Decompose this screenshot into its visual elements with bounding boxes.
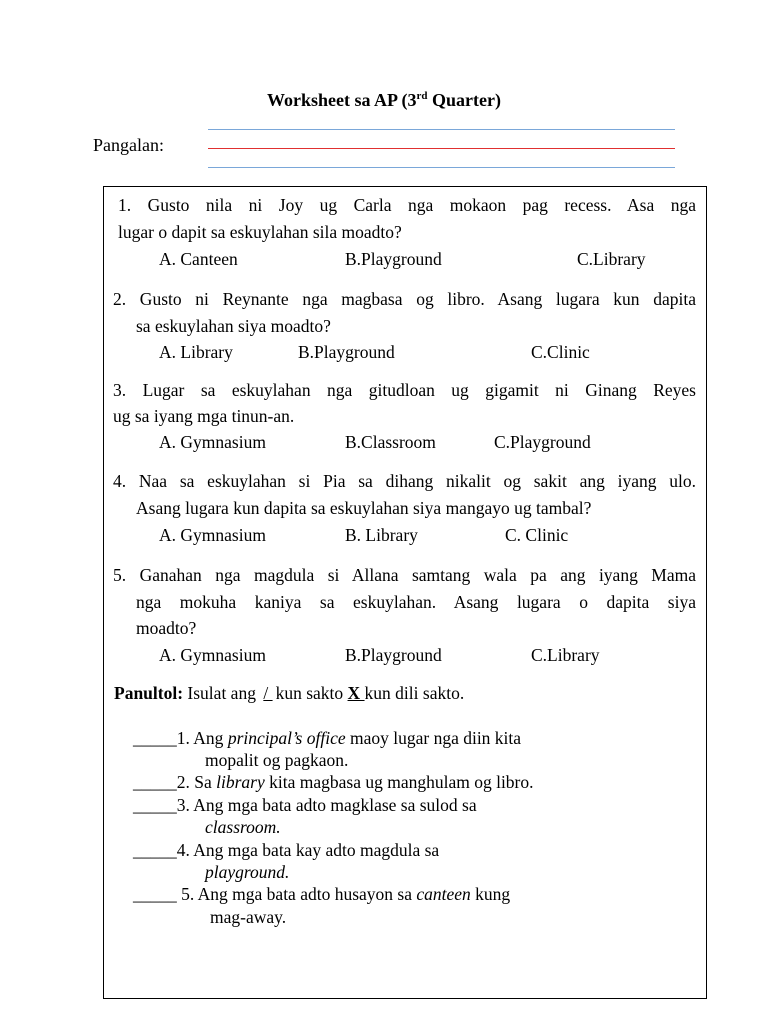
instructions: Panultol: Isulat ang / kun sakto X kun dili sakto. [114, 683, 465, 703]
question-4-option-b[interactable]: B. Library [345, 525, 418, 545]
question-3-option-b[interactable]: B.Classroom [345, 432, 436, 452]
question-1-option-a[interactable]: A. Canteen [159, 249, 238, 269]
question-4-line-1: 4. Naa sa eskuylahan si Pia sa dihang nikalit og sakit ang iyang ulo. [113, 471, 696, 491]
question-5-line-2: nga mokuha kaniya sa eskuylahan. Asang lugara o dapita siya [136, 592, 696, 612]
answer-blank[interactable]: _____ [133, 884, 177, 904]
question-3-option-c[interactable]: C.Playground [494, 432, 591, 452]
question-5-option-a[interactable]: A. Gymnasium [159, 645, 266, 665]
name-label: Pangalan: [93, 135, 164, 155]
name-guide-line-top[interactable] [208, 129, 675, 130]
question-3-line-2: ug sa iyang mga tinun-an. [113, 406, 295, 426]
question-4-option-c[interactable]: C. Clinic [505, 525, 569, 545]
question-2-option-b[interactable]: B.Playground [298, 342, 395, 362]
question-1-option-b[interactable]: B.Playground [345, 249, 442, 269]
answer-blank[interactable]: _____3. [133, 795, 190, 815]
question-5-line-1: 5. Ganahan nga magdula si Allana samtang wala pa ang iyang Mama [113, 565, 696, 585]
worksheet-title: Worksheet sa AP (3rd Quarter) [267, 90, 501, 110]
tf-item-1-line-2: mopalit og pagkaon. [205, 750, 349, 770]
tf-item-2[interactable]: _____2. Sa library kita magbasa ug manghulam og libro. [133, 772, 534, 792]
question-2-option-a[interactable]: A. Library [159, 342, 233, 362]
question-5-option-b[interactable]: B.Playground [345, 645, 442, 665]
question-1-line-1: 1. Gusto nila ni Joy ug Carla nga mokaon pag recess. Asa nga [118, 195, 696, 215]
answer-blank[interactable]: _____1. [133, 728, 190, 748]
tf-item-1[interactable]: _____1. Ang principal’s office maoy lugar nga diin kita [133, 728, 522, 748]
answer-blank[interactable]: _____2. [133, 772, 190, 792]
name-guide-line-middle[interactable] [208, 148, 675, 149]
tf-item-3[interactable]: _____3. Ang mga bata adto magklase sa sulod sa [133, 795, 477, 815]
question-2-line-1: 2. Gusto ni Reynante nga magbasa og libro. Asang lugara kun dapita [113, 289, 696, 309]
question-5-option-c[interactable]: C.Library [531, 645, 600, 665]
question-1-line-2: lugar o dapit sa eskuylahan sila moadto? [118, 222, 402, 242]
answer-blank[interactable]: _____4. [133, 840, 190, 860]
name-guide-line-bottom[interactable] [208, 167, 675, 168]
cross-mark-symbol: X [347, 683, 365, 703]
question-2-option-c[interactable]: C.Clinic [531, 342, 590, 362]
instructions-label: Panultol: [114, 683, 184, 703]
tf-item-4-line-2: playground. [205, 862, 290, 882]
question-3-option-a[interactable]: A. Gymnasium [159, 432, 266, 452]
tf-item-4[interactable]: _____4. Ang mga bata kay adto magdula sa [133, 840, 440, 860]
tf-item-5-line-2: mag-away. [210, 907, 287, 927]
tf-item-3-line-2: classroom. [205, 817, 281, 837]
question-2-line-2: sa eskuylahan siya moadto? [136, 316, 331, 336]
question-3-line-1: 3. Lugar sa eskuylahan nga gitudloan ug gigamit ni Ginang Reyes [113, 380, 696, 400]
question-1-option-c[interactable]: C.Library [577, 249, 646, 269]
tf-item-5[interactable]: _____ 5. Ang mga bata adto husayon sa canteen kung [133, 884, 511, 904]
question-4-option-a[interactable]: A. Gymnasium [159, 525, 266, 545]
question-5-line-3: moadto? [136, 618, 197, 638]
question-4-line-2: Asang lugara kun dapita sa eskuylahan siya mangayo ug tambal? [136, 498, 592, 518]
check-mark-symbol: / [263, 683, 273, 703]
